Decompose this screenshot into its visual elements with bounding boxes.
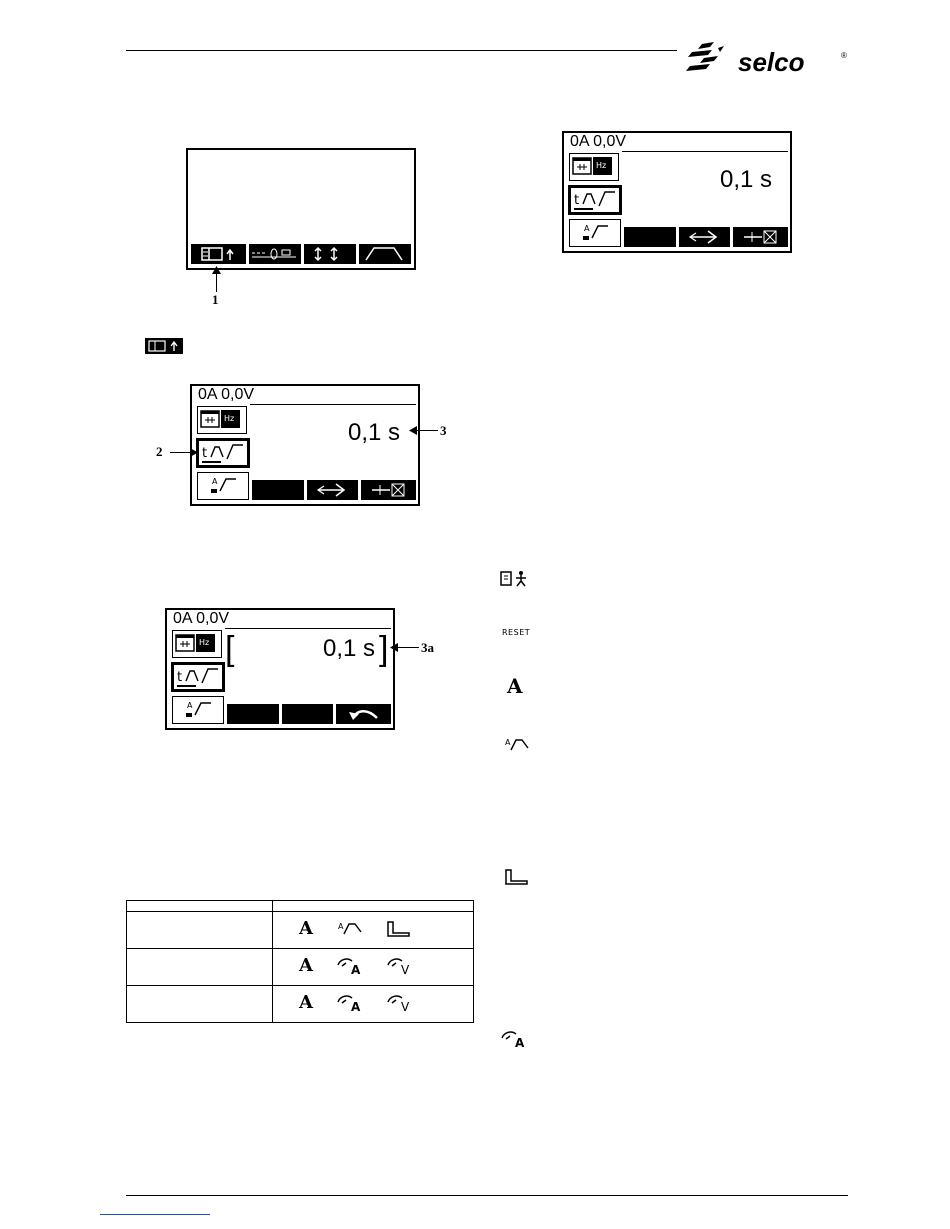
svg-text:t: t bbox=[177, 670, 183, 685]
side-tab-current-slope[interactable] bbox=[569, 219, 621, 247]
current-slope-icon bbox=[570, 220, 618, 244]
lcd-right-screen bbox=[562, 131, 792, 253]
side-tab-time-ramp[interactable] bbox=[196, 438, 250, 468]
svg-text:Hz: Hz bbox=[224, 414, 235, 423]
enter-icon[interactable] bbox=[686, 229, 726, 245]
callout-3: 3 bbox=[440, 423, 447, 438]
robot-icon bbox=[499, 569, 533, 589]
lcd-main-screen bbox=[186, 148, 416, 270]
parameter-value-editing: 0,1 s bbox=[323, 635, 376, 662]
parameter-value: 0,1 s bbox=[348, 419, 401, 446]
callout-3a: 3a bbox=[421, 640, 434, 655]
header-rule bbox=[126, 50, 677, 51]
svg-text:A: A bbox=[338, 922, 344, 931]
callout-2: 2 bbox=[156, 444, 163, 459]
callout-1: 1 bbox=[212, 292, 219, 307]
ammeter-a-icon: A bbox=[507, 674, 523, 698]
callout-1-arrow bbox=[212, 266, 221, 274]
gauge-v-icon bbox=[385, 957, 419, 977]
pulse-waveform-icon[interactable] bbox=[362, 246, 408, 262]
exit-icon[interactable] bbox=[740, 229, 784, 245]
ammeter-a-icon: A bbox=[299, 992, 313, 1013]
time-ramp-icon bbox=[571, 188, 619, 212]
current-slope-icon bbox=[198, 473, 246, 497]
side-tab-frequency[interactable] bbox=[569, 153, 619, 181]
side-tab-current-slope[interactable] bbox=[197, 472, 249, 500]
time-ramp-icon bbox=[174, 665, 222, 689]
ammeter-a-icon: A bbox=[299, 955, 313, 976]
table-row bbox=[127, 912, 474, 949]
svg-text:A: A bbox=[351, 963, 361, 977]
current-slope-icon bbox=[173, 697, 221, 721]
edit-bracket-left: [ bbox=[225, 630, 235, 668]
menu-up-inline-icon bbox=[145, 338, 183, 354]
status-readout: 0A 0,0V bbox=[570, 133, 627, 150]
svg-text:A: A bbox=[351, 1000, 361, 1014]
frequency-hz-icon bbox=[198, 407, 244, 431]
table-row bbox=[127, 986, 474, 1023]
frequency-hz-icon bbox=[570, 154, 616, 178]
svg-text:A: A bbox=[187, 701, 193, 710]
svg-text:t: t bbox=[574, 193, 580, 208]
side-tab-time-ramp[interactable] bbox=[171, 662, 225, 692]
svg-text:selco: selco bbox=[738, 47, 805, 77]
status-readout: 0A 0,0V bbox=[198, 386, 255, 403]
edit-bracket-right: ] bbox=[379, 630, 389, 668]
current-ramp-icon bbox=[337, 920, 365, 938]
current-ramp-icon bbox=[504, 736, 532, 752]
selco-logo bbox=[684, 38, 849, 78]
svg-text:Hz: Hz bbox=[596, 161, 607, 170]
updown-arrows-icon[interactable] bbox=[308, 246, 348, 262]
svg-text:V: V bbox=[401, 1000, 410, 1014]
svg-text:A: A bbox=[584, 224, 590, 233]
footer-link-underline[interactable] bbox=[100, 1214, 210, 1215]
side-tab-current-slope[interactable] bbox=[172, 696, 224, 724]
table-header-cell bbox=[127, 901, 273, 912]
time-ramp-icon bbox=[199, 441, 247, 465]
side-tab-frequency[interactable] bbox=[197, 406, 247, 434]
svg-text:Hz: Hz bbox=[199, 638, 210, 647]
svg-text:t: t bbox=[202, 446, 208, 461]
process-icon[interactable] bbox=[250, 246, 298, 262]
parameter-value: 0,1 s bbox=[720, 166, 773, 193]
ammeter-a-icon: A bbox=[299, 918, 313, 939]
function-table bbox=[126, 900, 474, 1023]
undo-icon[interactable] bbox=[345, 706, 385, 722]
lcd-edit-screen bbox=[165, 608, 395, 730]
reset-label: RESET bbox=[502, 628, 531, 637]
enter-icon[interactable] bbox=[314, 482, 354, 498]
exit-icon[interactable] bbox=[368, 482, 412, 498]
status-readout: 0A 0,0V bbox=[173, 610, 230, 627]
svg-text:V: V bbox=[401, 963, 410, 977]
side-tab-frequency[interactable] bbox=[172, 630, 222, 658]
table-header-cell bbox=[273, 901, 474, 912]
gauge-a-icon bbox=[335, 957, 369, 977]
svg-text:A: A bbox=[515, 1036, 525, 1050]
gauge-v-icon bbox=[385, 994, 419, 1014]
gauge-a-icon bbox=[335, 994, 369, 1014]
menu-up-icon[interactable] bbox=[200, 246, 240, 262]
frequency-hz-icon bbox=[173, 631, 219, 655]
svg-text:A: A bbox=[505, 738, 511, 747]
footer-rule bbox=[126, 1195, 848, 1196]
lcd-parameter-screen bbox=[190, 384, 420, 506]
side-tab-time-ramp[interactable] bbox=[568, 185, 622, 215]
table-row bbox=[127, 949, 474, 986]
svg-text:®: ® bbox=[841, 51, 847, 60]
gauge-a-icon bbox=[499, 1030, 533, 1050]
step-icon bbox=[503, 868, 531, 888]
svg-text:A: A bbox=[212, 477, 218, 486]
step-icon bbox=[385, 920, 413, 940]
